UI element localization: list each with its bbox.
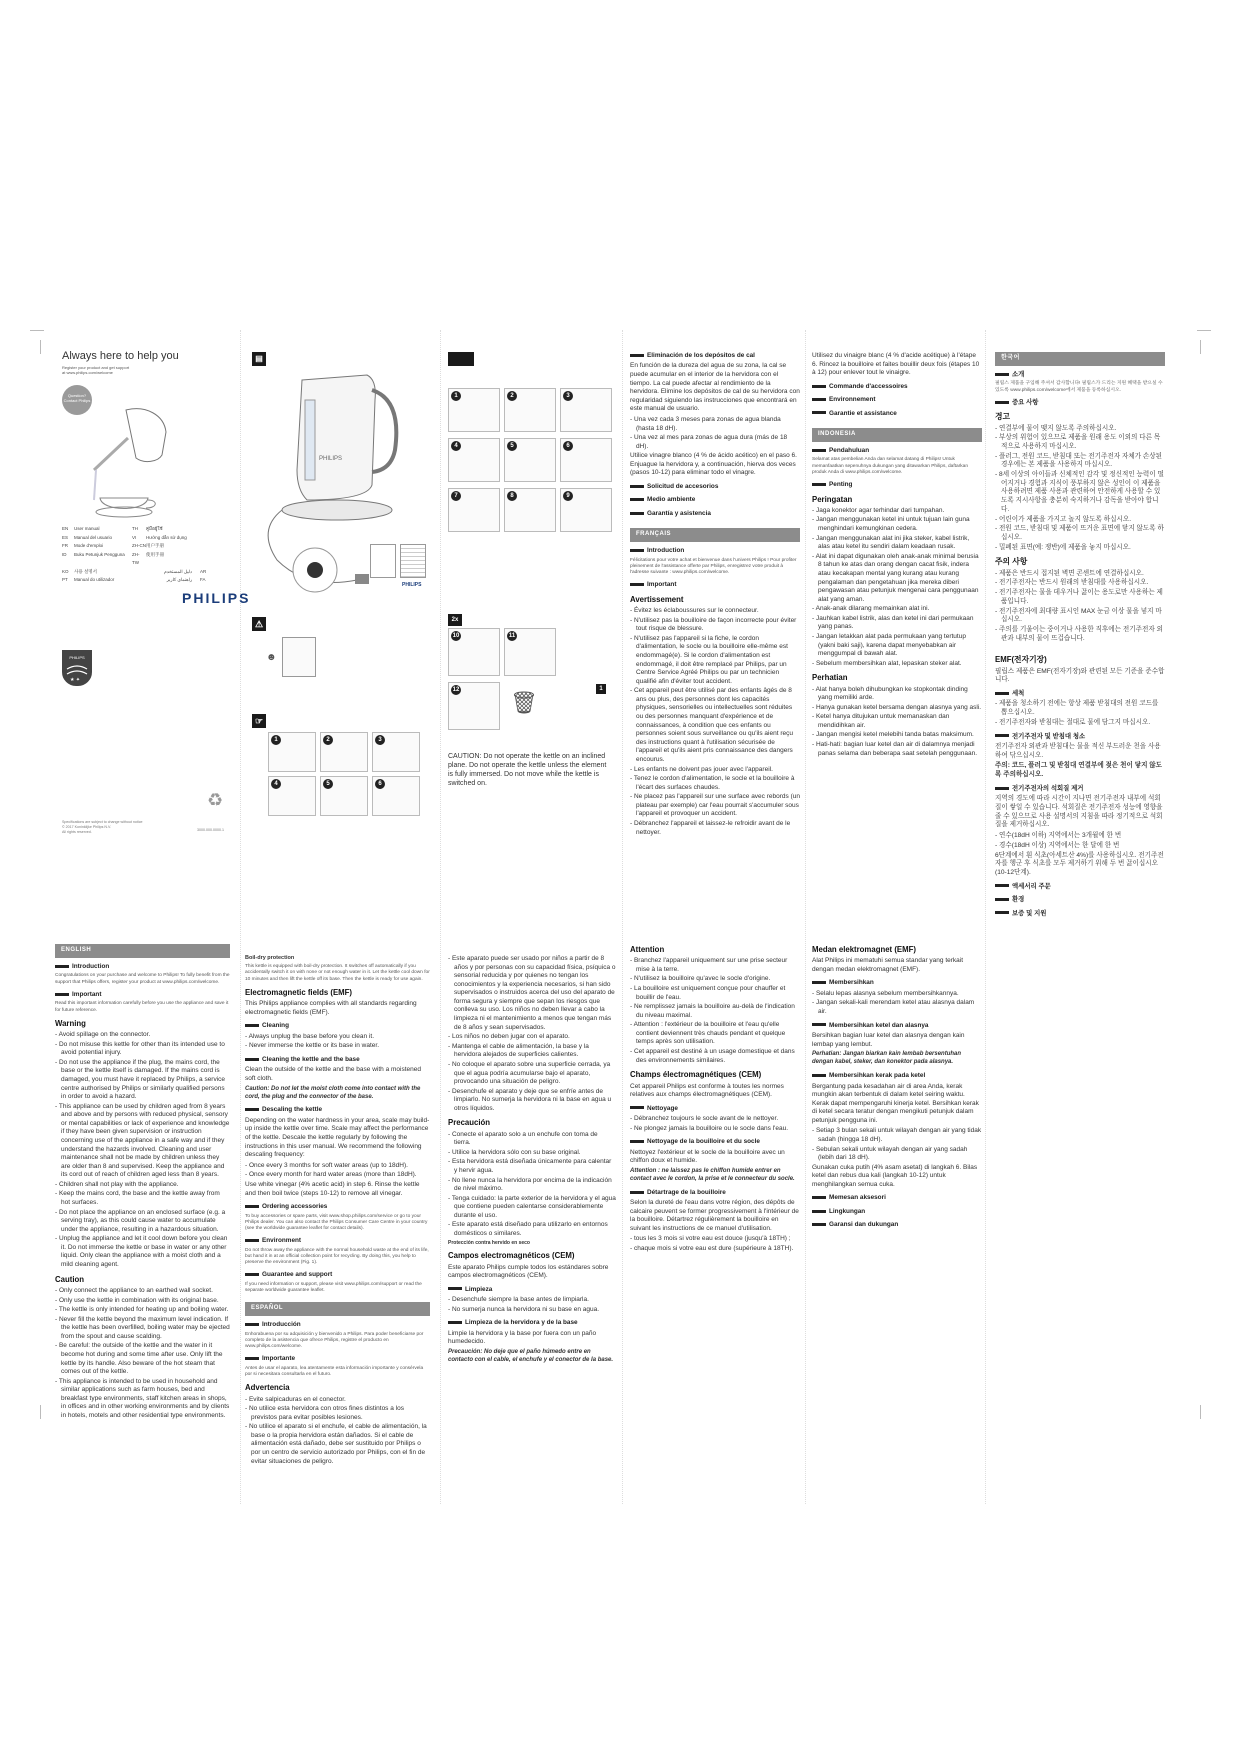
fold-line [240, 330, 241, 1504]
subheading: Advertencia [245, 1383, 290, 1393]
list-item: - 전기주전자는 반드시 원래의 받침대를 사용하십시오. [995, 579, 1149, 587]
section-heading: Cleaning the kettle and the base [245, 1056, 430, 1064]
list-item: - Alat ini dapat digunakan oleh anak-anak minimal berusia 8 tahun ke atas dan orang dengan cacat fisik, indera atau kecakapan mental yang kurang atau kurang pengalaman dan pengetahuan jika mereka diberi pengawasan atau petunjuk mengenai cara penggunaan alat yang aman. [812, 552, 979, 603]
step-number: 1 [271, 735, 281, 745]
section-heading: Ordering accessories [245, 1203, 430, 1211]
crop-mark [1197, 330, 1211, 331]
section-heading: Cleaning [245, 1022, 430, 1030]
language-bar: FRANÇAIS [630, 528, 800, 542]
english-section-continued [245, 955, 430, 1465]
list-item: - Do not misuse this kettle for other than its intended use to avoid potential injury. [55, 1040, 225, 1057]
step-number: 10 [452, 633, 460, 639]
list-item: - Ne plongez jamais la bouilloire ou le socle dans l'eau. [630, 1124, 789, 1132]
paragraph: 지역의 경도에 따라 시간이 지나면 전기주전자 내부에 석회질이 쌓일 수 있습니다. 석회질은 전기주전자 성능에 영향을 줄 수 있으므로 사용 설명서의 지침을 따라 정기적으로 석회질을 제거하십시오. [995, 795, 1163, 829]
step-tile [448, 438, 500, 482]
section-heading: 전기주전자의 석회질 제거 [995, 785, 1165, 793]
steps-illustration-panel [448, 352, 618, 902]
list-item: - Do not use the appliance if the plug, the mains cord, the base or the kettle itself is damaged. If the mains cord is damaged, you must have it replaced by Philips, a service centre authorised by Philips or similarly qualified persons in order to avoid a hazard. [55, 1058, 226, 1101]
list-item: - Anak-anak dilarang memainkan alat ini. [812, 605, 930, 613]
paragraph: Enhorabuena por su adquisición y bienvenido a Philips. Para poder beneficiarse por completo de la asistencia que ofrece Philips, registre el producto en www.philips.com/welcome. [245, 1331, 424, 1350]
list-item: - Utilice la hervidora sólo con su base original. [448, 1148, 581, 1156]
list-item: - 경수(18dH 이상) 지역에서는 한 달에 한 번 [995, 841, 1120, 849]
section-heading: Descaling the kettle [245, 1106, 430, 1114]
step-number: 5 [323, 779, 333, 789]
list-item: - No llene nunca la hervidora por encima de la indicación de nivel máximo. [448, 1176, 612, 1193]
list-item: - Évitez les éclaboussures sur le connecteur. [630, 607, 759, 615]
section-heading: Membersihkan [812, 979, 982, 987]
paragraph: Clean the outside of the kettle and the base with a moistened soft cloth. [245, 1066, 421, 1083]
step-number: 6 [563, 441, 573, 451]
list-item: - 연결부에 물이 맺지 않도록 주의하십시오. [995, 424, 1117, 432]
section-heading: Limpieza [448, 1286, 616, 1294]
list-item: - No utilice esta hervidora con otros fines distintos a los previstos para evitar posibles lesiones. [245, 1405, 404, 1421]
section-heading: Solicitud de accesorios [630, 483, 800, 491]
step-number: 4 [451, 441, 461, 451]
section-heading: 액세서리 주문 [995, 883, 1165, 891]
manual-leaflet-icon [370, 544, 396, 578]
list-item: - Jangan menggunakan ketel ini untuk tujuan lain guna menghindari kemungkinan cedera. [812, 516, 970, 533]
paragraph: Gunakan cuka putih (4% asam asetat) di langkah 6. Bilas ketel dan rebus dua kali (langkah 10-12) untuk menghilangkan semua cuka. [812, 1163, 978, 1188]
kettle-illustration [267, 360, 417, 630]
weee-bin-icon: 🗑 [510, 690, 538, 715]
paragraph: Selamat atas pembelian Anda dan selamat datang di Philips! Untuk memanfaatkan sepenuhnya dukungan yang ditawarkan Philips, daftarkan produk Anda di www.philips.com/welcome. [812, 457, 969, 475]
list-item: - Unplug the appliance and let it cool down before you clean it. Do not immerse the kettle or base in water or any other liquid. Only clean the appliance with a moist cloth and a mild cleaning agent. [55, 1235, 228, 1269]
list-item: - N'utilisez pas la bouilloire de façon incorrecte pour éviter tout risque de blessure. [630, 616, 797, 633]
subheading: Peringatan [812, 494, 853, 504]
paragraph: Bergantung pada kesadahan air di area Anda, kerak mungkin akan terbentuk di dalam ketel seiring waktu. Kerak dapat mempengaruhi kinerja ketel. Bersihkan kerak di ketel secara teratur dengan mengikuti petunjuk dalam petunjuk pengguna ini. [812, 1082, 979, 1124]
list-item: - Children shall not play with the appliance. [55, 1180, 179, 1188]
brand-logo: PHILIPS [402, 582, 422, 588]
list-item: - Desenchufe el aparato y deje que se enfríe antes de limpiarlo. No sumerja la hervidora ni la base en agua u otros líquidos. [448, 1087, 612, 1112]
section-heading: Introduction [55, 963, 230, 971]
paragraph: Depending on the water hardness in your area, scale may build-up inside the kettle over time. Scale may affect the performance of the kettle. Descale the kettle regularly by following the instructions in this user manual. We recommend the following descaling frequency: [245, 1116, 430, 1159]
paragraph: Bersihkan bagian luar ketel dan alasnya dengan kain lembap yang lembut. [812, 1032, 965, 1048]
section-heading: Importante [245, 1355, 430, 1363]
list-item: - 전기주전자와 받침대는 절대로 물에 담그지 마십시오. [995, 718, 1151, 726]
list-item: - The kettle is only intended for heating up and boiling water. [55, 1306, 229, 1314]
list-item: - Ne remplissez jamais la bouilloire au-delà de l'indication du niveau maximal. [630, 1003, 795, 1019]
list-item: - Desenchufe siempre la base antes de limpiarla. [448, 1296, 589, 1304]
section-heading: Memesan aksesori [812, 1194, 982, 1202]
fold-line [985, 330, 986, 1504]
step-tile [448, 628, 500, 676]
section-heading: 중요 사항 [995, 399, 1165, 407]
step-tile [448, 488, 500, 532]
list-item: - Débranchez l'appareil et laissez-le refroidir avant de le nettoyer. [630, 820, 791, 836]
section-heading: Introduction [630, 547, 800, 555]
section-heading: Limpieza de la hervidora y de la base [448, 1319, 616, 1327]
subheading: Champs électromagnétiques (CEM) [630, 1070, 762, 1080]
paragraph: Alat Philips ini mematuhi semua standar yang terkait dengan medan elektromagnet (EMF). [812, 957, 964, 973]
lang-code: VI [132, 534, 137, 540]
list-item: - 밀폐된 표면(예: 쟁반)에 제품을 놓지 마십시오. [995, 543, 1131, 551]
subheading: Precaución [448, 1118, 491, 1128]
step-tile [320, 776, 368, 816]
list-item: - This appliance can be used by children aged from 8 years and above and by persons with reduced physical, sensory or mental capabilities or lack of experience and knowledge if they have been given supervision or instruction concerning use of the appliance in a safe way and if they understand the hazards involved. Cleaning and user maintenance shall not be made by children unless they are older than 8 and supervised. Keep the appliance and its cord out of reach of children aged less than 8 years. [55, 1102, 230, 1179]
french-section [630, 940, 800, 1380]
kettle-top-icon [448, 352, 474, 366]
list-item: - This appliance is intended to be used in household and similar applications such as farm houses, bed and breakfast type environments, staff kitchen areas in shops, in offices and in other working environments and by clients in hotels, motels and other residential type environments. [55, 1377, 230, 1420]
shield-wordmark: PHILIPS [69, 655, 85, 660]
section-heading: Garantie et assistance [812, 410, 982, 418]
svg-text:PHILIPS: PHILIPS [319, 456, 343, 462]
caution-note: Attention : ne laissez pas le chiffon humide entrer en contact avec le cordon, la prise et le connecteur du socle. [630, 1167, 795, 1182]
list-item: - 플러그, 전원 코드, 받침대 또는 전기주전자 자체가 손상된 경우에는 본 제품을 사용하지 마십시오. [995, 452, 1163, 469]
subheading: Campos electromagnéticos (CEM) [448, 1251, 575, 1261]
spanish-descaling [630, 352, 800, 912]
step-number: 12 [452, 687, 460, 693]
paragraph: En función de la dureza del agua de su zona, la cal se puede acumular en el interior de la hervidora con el tiempo. La cal puede afectar al rendimiento de la hervidora. Elimine los depósitos de cal de su hervidora con regularidad siguiendo las instrucciones que encontrará en este manual de usuario. [630, 362, 800, 413]
lang-name: Mode d'emploi [74, 543, 104, 549]
lang-name: Hướng dẫn sử dụng [146, 534, 187, 540]
indonesian-section [812, 940, 982, 1380]
paragraph: Utilice vinagre blanco (4 % de ácido acético) en el paso 6. Enjuague la hervidora y, a continuación, hierva dos veces (pasos 10-12) para eliminar todo el vinagre. [630, 452, 797, 477]
step-number: 2 [323, 735, 333, 745]
list-item: - Setiap 3 bulan sekali untuk wilayah dengan air yang tidak sadah (hingga 18 dH). [812, 1127, 982, 1143]
section-heading: 세척 [995, 690, 1165, 698]
paragraph: Utilisez du vinaigre blanc (4 % d'acide acétique) à l'étape 6. Rincez la bouilloire et faites bouillir deux fois (étapes 10 à 12) pour enlever tout le vinaigre. [812, 352, 980, 377]
fold-line [805, 330, 806, 1504]
language-bar: ENGLISH [55, 944, 230, 958]
subheading: Attention [630, 945, 665, 954]
step-number: 11 [508, 633, 516, 639]
product-illustration-panel [252, 352, 432, 902]
section-heading: 소개 [995, 371, 1165, 379]
step-number: 2 [507, 391, 517, 401]
paragraph: Félicitations pour votre achat et bienvenue dans l'univers Philips ! Pour profiter pleinement de l'assistance offerte par Philips, enregistrez votre produit à l'adresse suivante : www.philips.com/welcome. [630, 557, 797, 576]
list-item: - Never immerse the kettle or its base in water. [245, 1042, 380, 1050]
list-item: - Keep the mains cord, the base and the kettle away from hot surfaces. [55, 1190, 220, 1207]
list-item: - Hanya gunakan ketel bersama dengan alasnya yang asli. [812, 703, 982, 711]
list-item: - Sebulan sekali untuk wilayah dengan air yang sadah (lebih dari 18 dH). [812, 1145, 968, 1162]
step-tile [372, 776, 420, 816]
spec-note: Specifications are subject to change without notice [62, 820, 143, 824]
step-tile [560, 438, 612, 482]
paragraph: 6단계에서 흰 식초(아세트산 4%)를 사용하십시오. 전기주전자를 헹군 후 식초를 모두 제거하기 위해 두 번 끓이십시오(10-12단계). [995, 851, 1164, 876]
caution-note: Perhatian: Jangan biarkan kain lembab bersentuhan dengan kabel, steker, dan konektor pada alasnya. [812, 1051, 962, 1066]
language-bar: INDONESIA [812, 428, 982, 442]
list-item: - No utilice el aparato si el enchufe, el cable de alimentación, la base o la propia hervidora están dañados. Si el cable de alimentación está dañado, debe ser sustituido por Philips o por un centro de servicio autorizado por Philips, con el fin de evitar situaciones de peligro. [245, 1423, 427, 1465]
philips-shield-logo [62, 650, 92, 686]
subheading-small: Boil-dry protection [245, 955, 295, 961]
list-item: - Jauhkan kabel listrik, alas dan ketel ini dari permukaan yang panas. [812, 614, 974, 631]
step-tile [268, 776, 316, 816]
section-heading: Membersihkan ketel dan alasnya [812, 1022, 982, 1030]
list-item: - Jangan letakkan alat pada permukaan yang tertutup (yakni baki saji), karena dapat menyebabkan air menggumpal di bawah alat. [812, 632, 966, 658]
list-item: - Este aparato está diseñado para utilizarlo en entornos domésticos o similares. [448, 1221, 608, 1238]
english-section [55, 940, 230, 1420]
register-note: Register your product and get support at www.philips.com/welcome [62, 365, 130, 375]
warning-illustration [282, 637, 316, 677]
fold-line [622, 330, 623, 1504]
step-tile [504, 488, 556, 532]
list-item: - Tenez le cordon d'alimentation, le socle et la bouilloire à l'écart des surfaces chaudes. [630, 775, 795, 791]
list-item: - 8세 이상의 아이들과 신체적인 감각 및 정신적인 능력이 떨어지거나 경험과 지식이 풍부하지 않은 성인이 이 제품을 사용하려면 제품 사용과 관련하여 안전하게 사용할 수 있도록 지시사항을 충분히 숙지하거나 감독을 받아야 합니다. [995, 471, 1164, 513]
lang-code: ZH-TW [132, 551, 140, 566]
list-item: - Alat hanya boleh dihubungkan ke stopkontak dinding yang memiliki arde. [812, 685, 968, 702]
list-item: - Selalu lepas alasnya sebelum membersihkannya. [812, 989, 959, 997]
step-tile [560, 388, 612, 432]
child-icon: ☻ [266, 652, 277, 663]
section-heading: Environnement [812, 396, 982, 404]
section-heading: Garantía y asistencia [630, 510, 800, 518]
paragraph: This kettle is equipped with boil-dry protection. It switches off automatically if you accidentally switch it on with none or not enough water in it. Let the kettle cool down for 10 minutes and then lift the kettle off its base. Then the kettle is ready for use again. [245, 964, 430, 982]
paragraph: Use white vinegar (4% acetic acid) in step 6. Rinse the kettle and then boil twice (steps 10-12) to remove all vinegar. [245, 1180, 420, 1197]
caution-note: 주의: 코드, 플러그 및 받침대 연결부에 젖은 천이 닿지 않도록 주의하십시오. [995, 762, 1163, 779]
list-item: - Never fill the kettle beyond the maximum level indication. If the kettle has been overfilled, boiling water may be ejected from the spout and cause scalding. [55, 1315, 230, 1340]
language-bar: ESPAÑOL [245, 1302, 430, 1316]
list-item: - Jangan sekali-kali merendam ketel atau alasnya dalam air. [812, 999, 975, 1016]
caution-note: Precaución: No deje que el paño húmedo entre en contacto con el cable, el enchufe y el conector de la base. [448, 1348, 614, 1363]
list-item: - 주의를 기울이는 중이거나 사용한 직후에는 전기주전자 외관과 내부의 물이 뜨겁습니다. [995, 625, 1163, 642]
list-item: - chaque mois si votre eau est dure (supérieure à 18TH). [630, 1245, 794, 1253]
list-item: - Cet appareil est destiné à un usage domestique et dans des environnements similaires. [630, 1048, 795, 1064]
lang-name: راهنمای کاربر [166, 577, 192, 583]
subheading: Perhatian [812, 673, 848, 683]
paragraph: Antes de usar el aparato, lea atentamente esta información importante y consérvela por si necesitara consultarla en el futuro. [245, 1365, 424, 1378]
lang-name: Buku Petunjuk Pengguna [74, 551, 125, 557]
list-item: - Sebelum membersihkan alat, lepaskan steker alat. [812, 659, 962, 667]
lang-name: คู่มือผู้ใช้ [146, 526, 163, 531]
section-heading: Détartrage de la bouilloire [630, 1189, 800, 1197]
list-item: - 제품은 반드시 접지된 벽면 콘센트에 연결하십시오. [995, 569, 1144, 577]
list-item: - N'utilisez pas l'appareil si la fiche, le cordon d'alimentation, le socle ou la bouilloire elle-même est endommagé(e). Si le cordon d'alimentation est endommagé, il doit être remplacé par Philips, par un Centre Service Agréé Philips ou par un technicien qualifié afin d'éviter tout accident. [630, 634, 788, 685]
lang-name: 用户手册 [146, 543, 164, 549]
repeat-twice-badge: 2x [448, 614, 462, 626]
section-heading: 환경 [995, 896, 1165, 904]
lang-code: FR [62, 543, 68, 549]
section-heading: Penting [812, 481, 982, 489]
paragraph: Este aparato Philips cumple todos los estándares sobre campos electromagnéticos (CEM). [448, 1263, 609, 1280]
section-heading: Nettoyage de la bouilloire et du socle [630, 1138, 800, 1146]
step-tile [448, 388, 500, 432]
lang-name: Manual do utilizador [74, 577, 115, 583]
korean-section [995, 352, 1165, 1382]
list-item: - Branchez l'appareil uniquement sur une prise secteur mise à la terre. [630, 957, 788, 973]
subheading: Caution [55, 1274, 85, 1284]
section-heading: Guarantee and support [245, 1271, 430, 1279]
list-item: - La bouilloire est uniquement conçue pour chauffer et bouillir de l'eau. [630, 985, 786, 1001]
document-number: 3000.000.0000.1 [197, 828, 224, 832]
paragraph: 필립스 제품은 EMF(전자기장)와 관련된 모든 기준을 준수합니다. [995, 667, 1165, 684]
paragraph: 필립스 제품을 구입해 주셔서 감사합니다! 필립스가 드리는 지원 혜택을 받으실 수 있도록 www.philips.com/welcome에서 제품을 등록하십시오. [995, 381, 1163, 393]
cover-panel [62, 350, 251, 900]
subheading: Medan elektromagnet (EMF) [812, 945, 916, 954]
book-icon: ▤ [252, 352, 266, 366]
list-item: - Jangan menggunakan alat ini jika steker, kabel listrik, alas atau ketel itu sendiri dalam keadaan rusak. [812, 534, 970, 551]
subheading: Warning [55, 1018, 86, 1028]
kettle-pour-illustration [66, 400, 186, 520]
brand-wordmark: PHILIPS [182, 590, 251, 606]
list-item: - Jaga konektor agar terhindar dari tumpahan. [812, 506, 945, 514]
list-item: - Only connect the appliance to an earthed wall socket. [55, 1286, 213, 1294]
list-item: - Always unplug the base before you clean it. [245, 1032, 374, 1040]
step-number: 8 [507, 491, 517, 501]
crop-mark [1200, 340, 1201, 354]
paragraph: If you need information or support, please visit www.philips.com/support or read the separate worldwide guarantee leaflet. [245, 1281, 422, 1294]
lang-code: PT [62, 577, 68, 583]
list-item: - Una vez al mes para zonas de agua dura (más de 18 dH). [630, 434, 788, 450]
lang-name: دليل المستخدم [163, 568, 192, 574]
paragraph: This Philips appliance complies with all standards regarding electromagnetic fields (EMF). [245, 1000, 417, 1016]
list-item: - Débranchez toujours le socle avant de le nettoyer. [630, 1115, 779, 1123]
rights-note: All rights reserved. [62, 830, 92, 835]
svg-text:★ ✦: ★ ✦ [70, 677, 81, 683]
step-number: 9 [563, 491, 573, 501]
language-list [62, 525, 237, 585]
subheading: 경고 [995, 412, 1011, 422]
section-heading: Membersihkan kerak pada ketel [812, 1072, 982, 1080]
paragraph: To buy accessories or spare parts, visit www.shop.philips.com/service or go to your Philips dealer. You can also contact the Philips Consumer Care Centre in your country (see the worldwide guarantee leaflet for contact details). [245, 1213, 428, 1231]
step-tile [268, 732, 316, 772]
step-tile [504, 438, 556, 482]
warning-triangle-icon: ⚠ [252, 617, 266, 631]
list-item: - Este aparato puede ser usado por niños a partir de 8 años y por personas con su capacidad física, psíquica o sensorial reducida y por quienes no tengan los conocimientos y la experiencia necesarios, si han sido supervisados o instruidos acerca del uso del aparato de forma segura y siempre que sepan los riesgos que conlleva su uso. Los niños no deben llevar a cabo la limpieza ni el mantenimiento a menos que tengan más de 8 años y sean supervisados. [448, 955, 616, 1031]
list-item: - Ne placez pas l'appareil sur une surface avec rebords (un plateau par exemple) car l'eau pourrait s'accumuler sous l'appareil et provoquer un accident. [630, 793, 800, 818]
step-number: 1 [451, 391, 461, 401]
subheading: Avertissement [630, 594, 684, 604]
caution-text: CAUTION: Do not operate the kettle on an inclined plane. Do not operate the kettle unless the element is fully immersed. Do not move while the kettle is switched on. [448, 753, 607, 788]
subheading: EMF(전자기장) [995, 655, 1047, 665]
lang-name: User manual [74, 526, 100, 531]
paragraph: Cet appareil Philips est conforme à toutes les normes relatives aux champs électromagnétiques (CEM). [630, 1082, 784, 1099]
list-item: - 전기주전자는 물을 데우거나 끓이는 용도로만 사용하는 제품입니다. [995, 589, 1163, 605]
spanish-section [448, 955, 616, 1380]
paragraph: 전기주전자 외관과 받침대는 물을 적신 부드러운 천을 사용하여 닦으십시오. [995, 743, 1161, 759]
list-item: - Esta hervidora está diseñada únicamente para calentar y hervir agua. [448, 1158, 612, 1174]
question-badge-text: Question? Contact Philips [63, 393, 91, 403]
section-heading: 전기주전자 및 받침대 청소 [995, 733, 1165, 741]
step-number: 3 [563, 391, 573, 401]
lang-code: AR [200, 568, 207, 574]
list-item: - 연수(18dH 이하) 지역에서는 3개월에 한 번 [995, 832, 1122, 840]
recycle-icon: ♻ [207, 790, 224, 810]
copyright-note: © 2017 Koninklijke Philips N.V. [62, 825, 112, 830]
cover-headline: Always here to help you [62, 350, 179, 362]
list-item: - Avoid spillage on the connector. [55, 1031, 151, 1039]
lang-code: ID [62, 551, 67, 557]
section-heading: 보증 및 지원 [995, 910, 1165, 918]
list-item: - 부상의 위험이 있으므로 제품을 원래 용도 이외의 다른 목적으로 사용하지 마십시오. [995, 434, 1161, 450]
section-heading: Eliminación de los depósitos de cal [630, 352, 800, 360]
section-heading: Important [55, 991, 230, 999]
lang-code: ES [62, 534, 69, 540]
list-item: - N'utilisez la bouilloire qu'avec le socle d'origine. [630, 975, 771, 983]
list-item: - 전원 코드, 받침대 및 제품이 뜨거운 표면에 닿지 않도록 하십시오. [995, 525, 1164, 541]
crop-mark [30, 330, 44, 331]
list-item: - Jangan mengisi ketel melebihi tanda batas maksimum. [812, 731, 974, 739]
step-number: 7 [451, 491, 461, 501]
step-tile [560, 488, 612, 532]
paragraph: Nettoyez l'extérieur et le socle de la bouilloire avec un chiffon doux et humide. [630, 1148, 785, 1165]
list-item: - Una vez cada 3 meses para zonas de agua blanda (hasta 18 dH). [630, 415, 781, 432]
lang-name: 사용 설명서 [74, 568, 97, 574]
list-item: - Attention : l'extérieur de la bouilloire et l'eau qu'elle contient deviennent très chauds pendant et quelque temps après son utilisation. [630, 1021, 786, 1046]
list-item: - Ketel hanya ditujukan untuk memanaskan dan mendidihkan air. [812, 713, 950, 729]
section-heading: Garansi dan dukungan [812, 1221, 982, 1229]
paragraph: Limpie la hervidora y la base por fuera con un paño humedecido. [448, 1329, 597, 1346]
list-item: - No sumerja nunca la hervidora ni su base en agua. [448, 1305, 600, 1313]
list-item: - Hati-hati: bagian luar ketel dan air di dalamnya menjadi panas selama dan beberapa saat setelah penggunaan. [812, 741, 978, 757]
list-item: - Los niños no deben jugar con el aparato. [448, 1033, 570, 1041]
step-tile [448, 682, 500, 730]
paragraph: Read this important information carefully before you use the appliance and save it for future reference. [55, 1001, 229, 1013]
caution-note: Caution: Do not let the moist cloth come into contact with the cord, the plug and the connector of the base. [245, 1085, 421, 1100]
list-item: - 어린이가 제품을 가지고 놀지 않도록 하십시오. [995, 515, 1132, 523]
section-heading: Pendahuluan [812, 447, 982, 455]
crop-mark [40, 1405, 41, 1419]
subheading: 주의 사항 [995, 557, 1028, 567]
section-heading: Lingkungan [812, 1208, 982, 1216]
step-number: 3 [375, 735, 385, 745]
lang-name: 使用手冊 [146, 551, 164, 557]
list-item: - tous les 3 mois si votre eau est douce (jusqu'à 18TH) ; [630, 1235, 791, 1243]
paragraph: Congratulations on your purchase and welcome to Philips! To fully benefit from the support that Philips offers, register your product at www.philips.com/welcome. [55, 973, 230, 985]
list-item: - Mantenga el cable de alimentación, la base y la hervidora alejados de superficies calientes. [448, 1042, 589, 1059]
list-item: - Do not place the appliance on an enclosed surface (e.g. a serving tray), as this could cause water to accumulate under the appliance, resulting in a hazardous situation. [55, 1208, 226, 1233]
lang-code: ZH-CN [132, 543, 146, 549]
lang-code: EN [62, 526, 69, 531]
crop-mark [40, 340, 41, 354]
language-bar: 한국어 [995, 352, 1165, 366]
step-tile [320, 732, 368, 772]
section-heading: Nettoyage [630, 1105, 800, 1113]
list-item: - Les enfants ne doivent pas jouer avec l'appareil. [630, 765, 773, 773]
list-item: - 제품을 청소하기 전에는 항상 제품 받침대의 전원 코드를 뽑으십시오. [995, 700, 1159, 717]
step-tile [504, 388, 556, 432]
manual-leaflet-icon [400, 544, 426, 578]
section-heading: Introducción [245, 1321, 430, 1329]
list-item: - Evite salpicaduras en el conector. [245, 1395, 346, 1403]
crop-mark [1200, 1405, 1201, 1419]
paragraph: Do not throw away the appliance with the normal household waste at the end of its life, but hand it in at an official collection point for recycling. By doing this, you help to preserve the environment (Fig. 1). [245, 1247, 429, 1266]
fold-line [440, 330, 441, 1504]
section-heading: Medio ambiente [630, 496, 800, 504]
list-item: - Tenga cuidado: la parte exterior de la hervidora y el agua que contiene pueden calentarse considerablemente durante el uso. [448, 1194, 616, 1219]
back-notes [62, 820, 143, 835]
lang-name: Manual del usuario [74, 534, 113, 540]
step-number: 5 [507, 441, 517, 451]
subheading-small: Protección contra hervido en seco [448, 1239, 530, 1246]
step-number: 6 [375, 779, 385, 789]
step-number: 4 [271, 779, 281, 789]
figure-one-badge: 1 [596, 684, 606, 694]
list-item: - Conecte el aparato solo a un enchufe con toma de tierra. [448, 1130, 598, 1147]
section-heading: Commande d'accessoires [812, 383, 982, 391]
subheading: Electromagnetic fields (EMF) [245, 987, 353, 997]
step-tile [372, 732, 420, 772]
lang-code: TH [132, 526, 138, 531]
list-item: - Once every month for hard water areas (more than 18dH). [245, 1171, 417, 1179]
list-item: - Cet appareil peut être utilisé par des enfants âgés de 8 ans ou plus, des personnes dont les capacités physiques, sensorielles ou intellectuelles sont réduites ou des personnes manquant d'expérience et de connaissances, à condition que ces enfants ou personnes soient sous surveillance ou qu'ils aient reçu des instructions quant à l'utilisation sécurisée de l'appareil et qu'ils aient pris connaissance des dangers encourus. [630, 687, 793, 763]
paragraph: Selon la dureté de l'eau dans votre région, des dépôts de calcaire peuvent se former progressivement à l'intérieur de la bouilloire. Détartrez régulièrement la bouilloire en suivant les instructions de ce manuel d'utilisation. [630, 1199, 799, 1232]
list-item: - 전기주전자에 최대량 표시인 MAX 눈금 이상 물을 넣지 마십시오. [995, 607, 1162, 624]
hand-icon: ☞ [252, 714, 266, 728]
list-item: - Be careful: the outside of the kettle and the water in it become hot during and some time after use. Only lift the kettle by its handle. Also beware of the hot steam that comes out of the kettle. [55, 1342, 223, 1376]
lang-code: FA [200, 577, 206, 583]
lang-code: KO [62, 568, 69, 574]
list-item: - Once every 3 months for soft water areas (up to 18dH). [245, 1161, 408, 1169]
list-item: - No coloque el aparato sobre una superficie cerrada, ya que el agua podría acumularse bajo el aparato, provocando una situación de peligro. [448, 1060, 611, 1086]
section-heading: Important [630, 581, 800, 589]
list-item: - Only use the kettle in combination with its original base. [55, 1296, 219, 1304]
step-tile [504, 628, 556, 676]
section-heading: Environment [245, 1237, 430, 1245]
french-indonesian-section [812, 352, 982, 912]
